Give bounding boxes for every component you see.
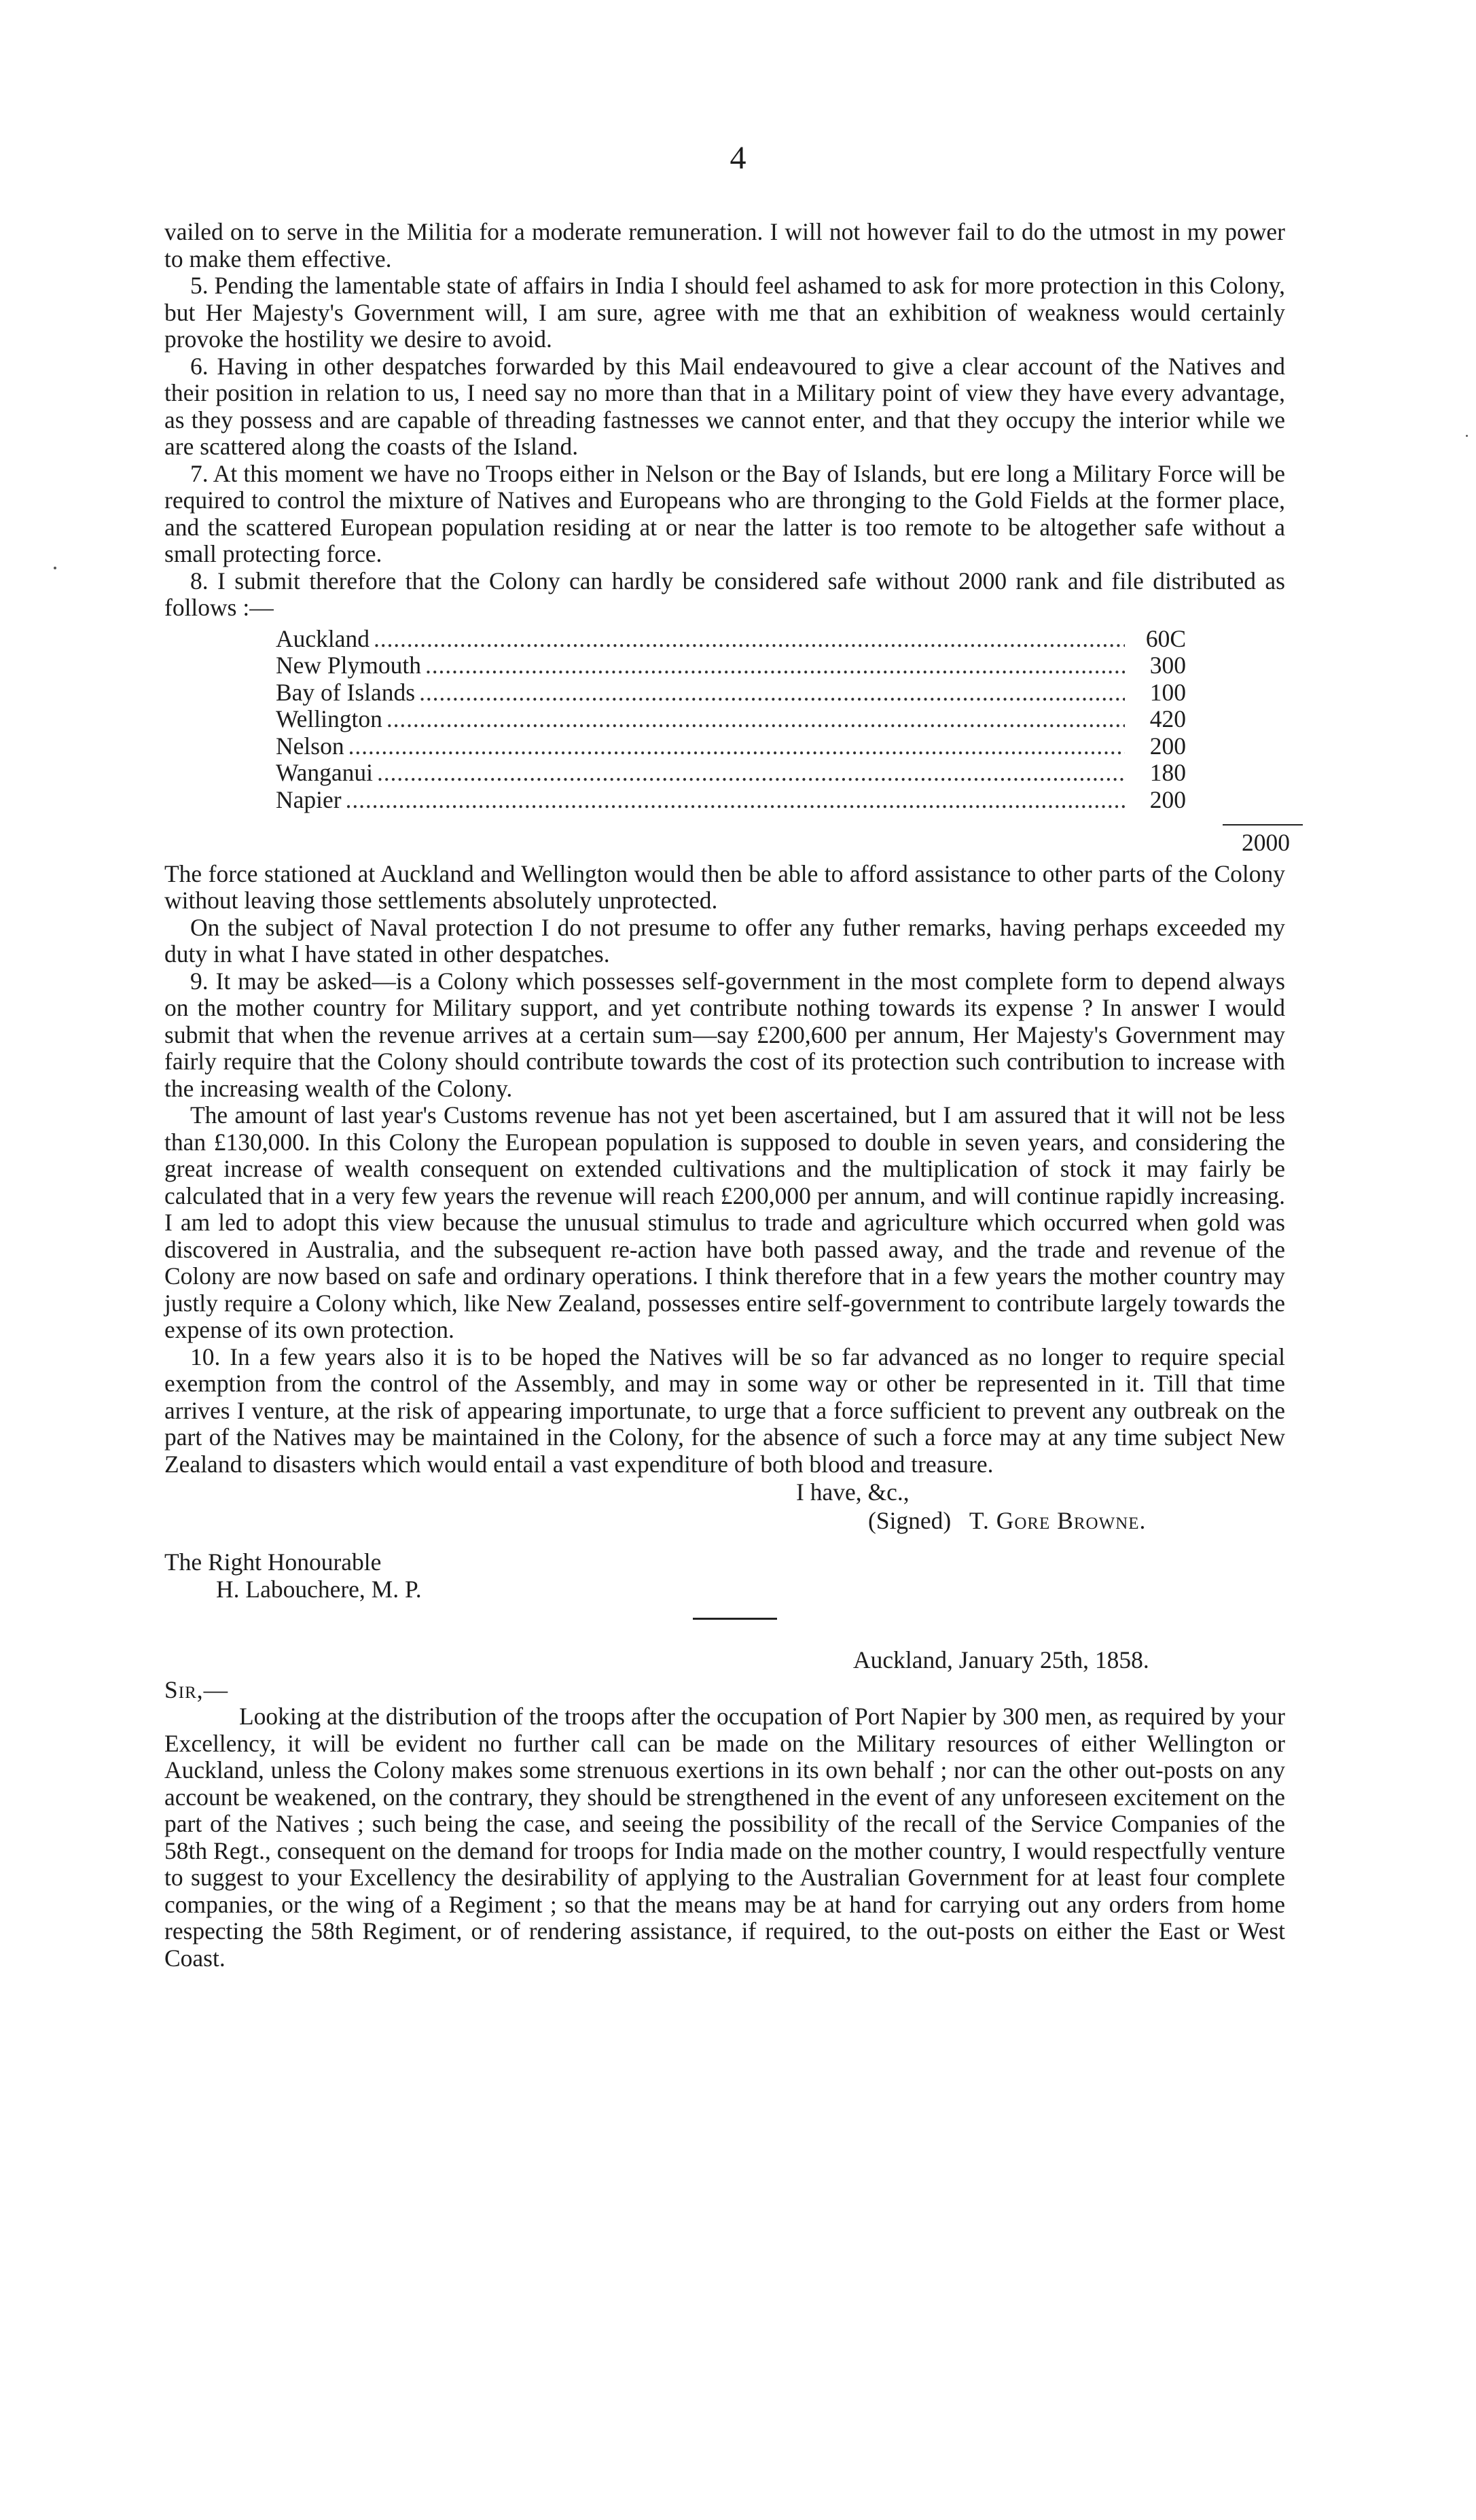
ink-speck — [1466, 435, 1468, 437]
addressee-name: H. Labouchere, M. P. — [216, 1575, 422, 1603]
troop-distribution-table: Auckland . . . 60C New Plymouth . . . 300 Bay of Islands . . . 100 Wellington . . . 420 Nelson . . . 200 Wanganui . . . 180 Napier . . . 200 2000 — [276, 626, 1186, 857]
place-name: Nelson — [276, 732, 344, 760]
leader-dots — [386, 706, 1125, 733]
sum-rule — [1223, 824, 1303, 826]
leader-dots — [419, 679, 1125, 707]
table-row — [276, 652, 1186, 679]
place-name: New Plymouth — [276, 652, 421, 679]
leader-dots — [377, 760, 1125, 787]
table-row — [276, 679, 1186, 707]
troop-count: 60C — [1145, 624, 1186, 652]
leader-dots — [348, 733, 1125, 760]
signature-closing: I have, &c., — [796, 1478, 910, 1506]
letter-separator-rule — [693, 1618, 777, 1620]
paragraph-continued: vailed on to serve in the Militia for a moderate remuneration. I will not however fail to do the utmost in my power to make them effective. — [164, 218, 1285, 272]
troop-count: 420 — [1149, 705, 1186, 732]
paragraph-customs-revenue: The amount of last year's Customs revenue has not yet been ascertained, but I am assured that it will not be less than £130,000. In this Colony the European population is supposed to double in seven years, and considering the great increase of wealth consequent on extended cultivations and the multiplication of stock it may fairly be calculated that in a very few years the revenue will reach £200,000 per annum, and will continue rapidly increasing. I am led to adopt this view because the unusual stimulus to trade and agriculture which occurred when gold was discovered in Australia, and the subsequent re-action have both passed away, and the trade and revenue of the Colony are now based on safe and ordinary operations. I think therefore that in a few years the mother country may justly require a Colony which, like New Zealand, possesses entire self-government to contribute largely towards the expense of its own protection. — [164, 1101, 1285, 1343]
addressee-title: The Right Honourable — [164, 1548, 382, 1576]
troop-count: 200 — [1149, 785, 1186, 813]
place-name: Bay of Islands — [276, 678, 416, 706]
troop-count: 300 — [1149, 652, 1186, 679]
second-letter-dateline: Auckland, January 25th, 1858. — [853, 1646, 1149, 1673]
troop-count: 200 — [1149, 732, 1186, 760]
signed-label: (Signed) — [868, 1506, 952, 1534]
ink-speck — [54, 567, 56, 569]
page-number: 4 — [730, 140, 746, 176]
paragraph-6: 6. Having in other despatches forwarded by this Mail endeavoured to give a clear account of the Natives and their position in relation to us, I need say no more than that in a Military point of view they have every advantage, as they possess and are capable of threading fastnesses we cannot enter, and that they occupy the interior while we are scattered along the coasts of the Island. — [164, 352, 1285, 460]
troop-count: 180 — [1149, 759, 1186, 786]
table-row — [276, 760, 1186, 787]
leader-dots — [425, 652, 1125, 679]
salutation: Sir,— — [164, 1675, 229, 1703]
place-name: Wanganui — [276, 759, 374, 786]
table-row — [276, 626, 1186, 653]
place-name: Wellington — [276, 705, 382, 732]
place-name: Auckland — [276, 624, 370, 652]
leader-dots — [346, 787, 1125, 814]
table-row — [276, 787, 1186, 814]
table-row — [276, 706, 1186, 733]
signatory-name: T. Gore Browne. — [969, 1506, 1147, 1534]
paragraph-10: 10. In a few years also it is to be hoped the Natives will be so far advanced as no longer to require special exemption from the control of the Assembly, and may in some way or other be represented in it. Till that time arrives I venture, at the risk of appearing importunate, to urge that a force sufficient to prevent any outbreak on the part of the Natives may be maintained in the Colony, for the absence of such a force may at any time subject New Zealand to disasters which would entail a vast expenditure of both blood and treasure. — [164, 1343, 1285, 1478]
paragraph-7: 7. At this moment we have no Troops either in Nelson or the Bay of Islands, but ere long a Military Force will be required to control the mixture of Natives and Europeans who are thronging to the Gold Fields at the former place, and the scattered European population residing at or near the latter is too remote to be altogether safe without a small protecting force. — [164, 459, 1285, 567]
signature-line — [868, 1508, 1285, 1535]
paragraph-8: 8. I submit therefore that the Colony can hardly be considered safe without 2000 rank and file distributed as follows :— — [164, 567, 1285, 621]
troop-count: 100 — [1149, 678, 1186, 706]
letter-body — [164, 218, 1290, 1972]
paragraph-5: 5. Pending the lamentable state of affairs in India I should feel ashamed to ask for more protection in this Colony, but Her Majesty's Government will, I am sure, agree with me that an exhibition of weakness would certainly provoke the hostility we desire to avoid. — [164, 272, 1285, 353]
paragraph-force-stationed: The force stationed at Auckland and Wellington would then be able to afford assistance to other parts of the Colony without leaving those settlements absolutely unprotected. — [164, 859, 1285, 914]
table-row — [276, 733, 1186, 760]
paragraph-naval-protection: On the subject of Naval protection I do not presume to offer any futher remarks, having perhaps exceeded my duty in what I have stated in other despatches. — [164, 913, 1285, 968]
leader-dots — [374, 626, 1125, 653]
paragraph-9: 9. It may be asked—is a Colony which possesses self-government in the most complete form to depend always on the mother country for Military support, and yet contribute nothing towards its expense ? In answer I would submit that when the revenue arrives at a certain sum—say £200,600 per annum, Her Majesty's Government may fairly require that the Colony should contribute towards the cost of its protection such contribution to increase with the increasing wealth of the Colony. — [164, 967, 1285, 1102]
place-name: Napier — [276, 785, 342, 813]
second-letter-body: Looking at the distribution of the troops after the occupation of Port Napier by 300 men, as required by your Excellency, it will be evident no further call can be made on the Military resources of either Wellington or Auckland, unless the Colony makes some strenuous exertions in its own behalf ; nor can the other out-posts on any account be weakened, on the contrary, they should be strengthened in the event of any unforeseen excitement on the part of the Natives ; such being the case, and seeing the possibility of the recall of the Service Companies of the 58th Regt., consequent on the demand for troops for India made on the mother country, I would respectfully venture to suggest to your Excellency the desirability of applying to the Australian Government for at least four complete companies, or the wing of a Regiment ; so that the means may be at hand for carrying out any orders from home respecting the 58th Regiment, or of rendering assistance, if required, to the out-posts on either the East or West Coast. — [164, 1703, 1285, 1972]
